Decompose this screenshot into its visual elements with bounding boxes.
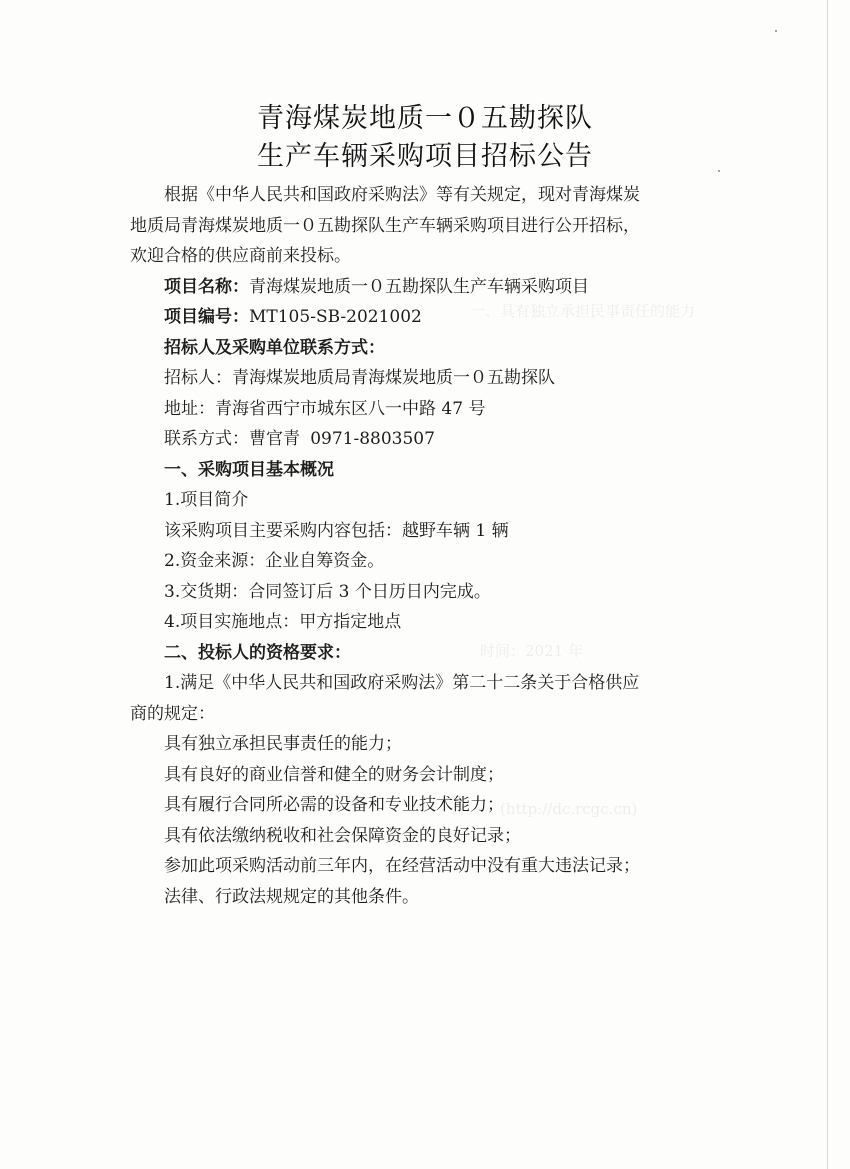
document-title-line2: 生产车辆采购项目招标公告 <box>257 141 593 172</box>
contact-heading: 招标人及采购单位联系方式： <box>164 337 385 358</box>
requirement1-line2: 商的规定： <box>130 703 215 724</box>
address-row <box>130 394 716 425</box>
requirement-item: 参加此项采购活动前三年内，在经营活动中没有重大违法记录； <box>164 856 640 876</box>
scan-edge-line <box>827 0 828 1169</box>
section1-item1-text: 该采购项目主要采购内容包括：越野车辆 1 辆 <box>164 520 509 541</box>
document-body <box>130 180 716 912</box>
tenderer-label: 招标人： <box>164 368 232 388</box>
project-number-label: 项目编号： <box>164 307 249 327</box>
address-label: 地址： <box>164 398 215 419</box>
intro-line2: 地质局青海煤炭地质一０五勘探队生产车辆采购项目进行公开招标， <box>130 215 640 236</box>
bleed-through: 时间：2021 年 <box>480 642 583 660</box>
project-name-row <box>130 272 716 303</box>
tenderer-value: 青海煤炭地质局青海煤炭地质一０五勘探队 <box>232 368 555 388</box>
requirement-item: 具有履行合同所必需的设备和专业技术能力； <box>164 795 504 815</box>
section1-item3: 3.交货期：合同签订后 3 个日历日内完成。 <box>164 581 491 602</box>
address-value: 青海省西宁市城东区八一中路 47 号 <box>215 398 486 419</box>
section1-heading: 一、采购项目基本概况 <box>164 459 334 480</box>
intro-line3: 欢迎合格的供应商前来投标。 <box>130 246 351 266</box>
phone-number: 0971-8803507 <box>310 429 435 449</box>
section1-item2: 2.资金来源：企业自筹资金。 <box>164 551 385 571</box>
phone-person: 曹官青 <box>249 429 300 449</box>
requirement1-line1: 1.满足《中华人民共和国政府采购法》第二十二条关于合格供应 <box>164 673 640 693</box>
project-name-value: 青海煤炭地质一０五勘探队生产车辆采购项目 <box>249 276 589 297</box>
project-name-label: 项目名称： <box>164 276 249 297</box>
requirement-item: 具有独立承担民事责任的能力； <box>164 734 402 754</box>
requirement-item: 法律、行政法规规定的其他条件。 <box>164 886 419 907</box>
bleed-through: 一、具有独立承担民事责任的能力 <box>470 302 696 320</box>
project-number-value: MT105-SB-2021002 <box>249 307 422 327</box>
section1-item1-title: 1.项目简介 <box>164 490 249 510</box>
bleed-through: (http://dc.rcgc.cn) <box>500 800 638 818</box>
intro-line1: 根据《中华人民共和国政府采购法》等有关规定，现对青海煤炭 <box>164 185 640 205</box>
tenderer-row <box>130 363 716 394</box>
requirement-item: 具有依法缴纳税收和社会保障资金的良好记录； <box>164 825 521 846</box>
phone-label: 联系方式： <box>164 429 249 449</box>
requirement-item: 具有良好的商业信誉和健全的财务会计制度； <box>164 764 504 785</box>
section1-item4: 4.项目实施地点：甲方指定地点 <box>164 612 402 632</box>
section2-heading: 二、投标人的资格要求： <box>164 642 351 663</box>
document-title-line1: 青海煤炭地质一０五勘探队 <box>257 103 593 134</box>
scan-speck <box>775 30 777 32</box>
project-number-row <box>130 302 716 333</box>
phone-row <box>130 424 716 455</box>
